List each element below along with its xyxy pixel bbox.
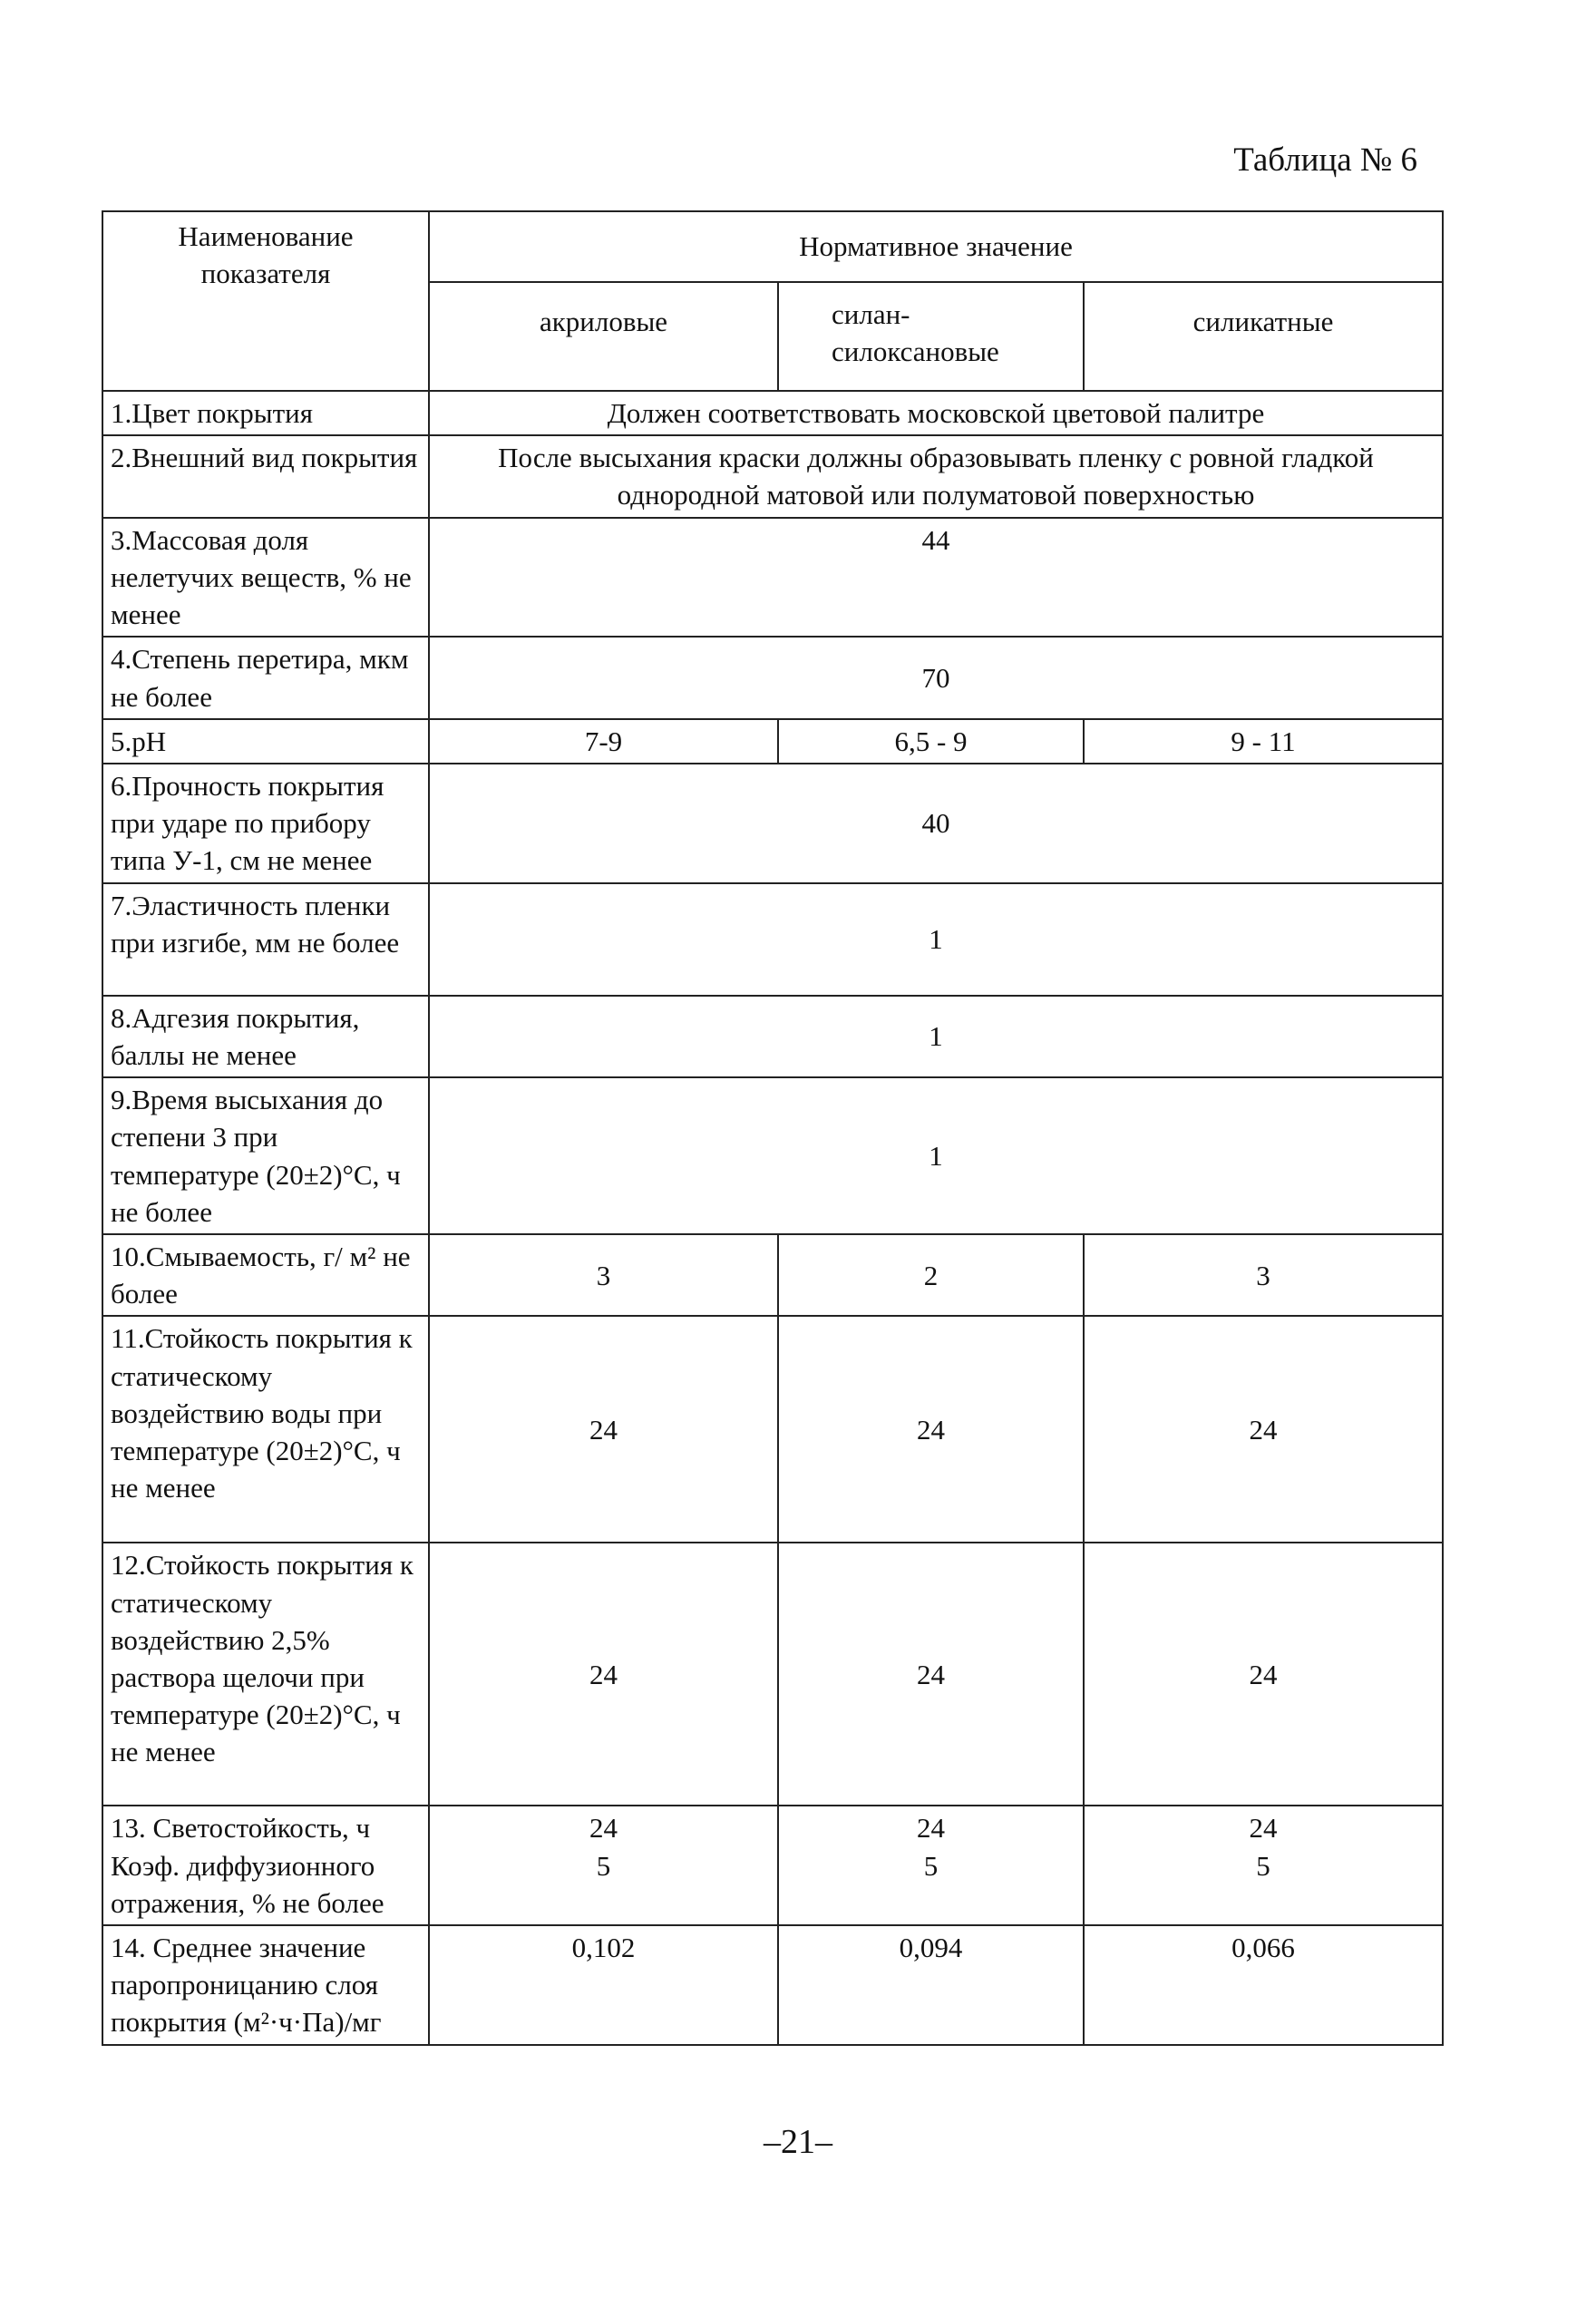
row-value: 9 - 11: [1084, 719, 1443, 764]
row-name: 12.Стойкость покрытия к статическому воздействию 2,5% раствора щелочи при температуре (20±2)°С, ч не менее: [102, 1543, 429, 1806]
table-row: [102, 1543, 1443, 1806]
row-name: 9.Время высыхания до степени 3 при температуре (20±2)°С, ч не более: [102, 1077, 429, 1234]
table-row: [102, 518, 1443, 638]
row-name: 13. Светостойкость, ч Коэф. диффузионного отражения, % не более: [102, 1806, 429, 1925]
row-value: 0,102: [429, 1925, 778, 2045]
row-value: 70: [429, 637, 1443, 718]
row-name: 11.Стойкость покрытия к статическому воздействию воды при температуре (20±2)°С, ч не менее: [102, 1316, 429, 1543]
header-name-cell: Наименование показателя: [102, 211, 429, 391]
row-value: [1084, 1806, 1443, 1925]
table-row: [102, 1077, 1443, 1234]
row-value: 24: [429, 1543, 778, 1806]
row-value: 24: [778, 1543, 1084, 1806]
table-row: [102, 1806, 1443, 1925]
row-name: 4.Степень перетира, мкм не более: [102, 637, 429, 718]
row-value: 3: [429, 1234, 778, 1316]
row-value: 0,066: [1084, 1925, 1443, 2045]
value-line: 5: [923, 1849, 939, 1882]
table-row: [102, 391, 1443, 435]
row-value: 6,5 - 9: [778, 719, 1084, 764]
table-row: [102, 435, 1443, 517]
row-value: 44: [429, 518, 1443, 638]
row-value: 1: [429, 883, 1443, 996]
table-row: [102, 996, 1443, 1077]
row-name: 5.pH: [102, 719, 429, 764]
value-line: 24: [917, 1812, 945, 1845]
row-name: 8.Адгезия покрытия, баллы не менее: [102, 996, 429, 1077]
row-name: 1.Цвет покрытия: [102, 391, 429, 435]
row-value: 24: [1084, 1316, 1443, 1543]
table-row: [102, 883, 1443, 996]
table-row: [102, 1925, 1443, 2045]
value-line: 24: [1249, 1812, 1278, 1845]
table-row: [102, 1316, 1443, 1543]
header-type-silane: силан-силоксановые: [778, 282, 1084, 391]
row-name: 6.Прочность покрытия при ударе по прибору типа У-1, см не менее: [102, 764, 429, 883]
row-value: 40: [429, 764, 1443, 883]
row-name: 10.Смываемость, г/ м² не более: [102, 1234, 429, 1316]
row-value: 24: [1084, 1543, 1443, 1806]
value-line: 5: [596, 1849, 611, 1882]
row-value: 2: [778, 1234, 1084, 1316]
row-value: 7-9: [429, 719, 778, 764]
row-name: 14. Среднее значение паропроницанию слоя покрытия (м²·ч·Па)/мг: [102, 1925, 429, 2045]
header-type-acrylic: акриловые: [429, 282, 778, 391]
header-normative-cell: Нормативное значение: [429, 211, 1443, 282]
requirements-table: [102, 210, 1444, 2046]
value-line: 5: [1256, 1849, 1270, 1882]
row-value: 0,094: [778, 1925, 1084, 2045]
page-number: –21–: [764, 2123, 832, 2161]
table-caption: Таблица № 6: [1233, 141, 1417, 179]
row-value: 24: [778, 1316, 1084, 1543]
row-value: После высыхания краски должны образовывать пленку с ровной гладкой однородной матовой или полуматовой поверхностью: [429, 435, 1443, 517]
row-value: Должен соответствовать московской цветовой палитре: [429, 391, 1443, 435]
row-value: 1: [429, 1077, 1443, 1234]
row-name: 7.Эластичность пленки при изгибе, мм не более: [102, 883, 429, 996]
row-value: [429, 1806, 778, 1925]
row-name: 2.Внешний вид покрытия: [102, 435, 429, 517]
row-value: [778, 1806, 1084, 1925]
table-row: [102, 719, 1443, 764]
table-row: [102, 764, 1443, 883]
row-value: 1: [429, 996, 1443, 1077]
table-row: [102, 637, 1443, 718]
row-name: 3.Массовая доля нелетучих веществ, % не менее: [102, 518, 429, 638]
row-value: 3: [1084, 1234, 1443, 1316]
row-value: 24: [429, 1316, 778, 1543]
header-type-silicate: силикатные: [1084, 282, 1443, 391]
value-line: 24: [589, 1812, 618, 1845]
table-row: [102, 1234, 1443, 1316]
